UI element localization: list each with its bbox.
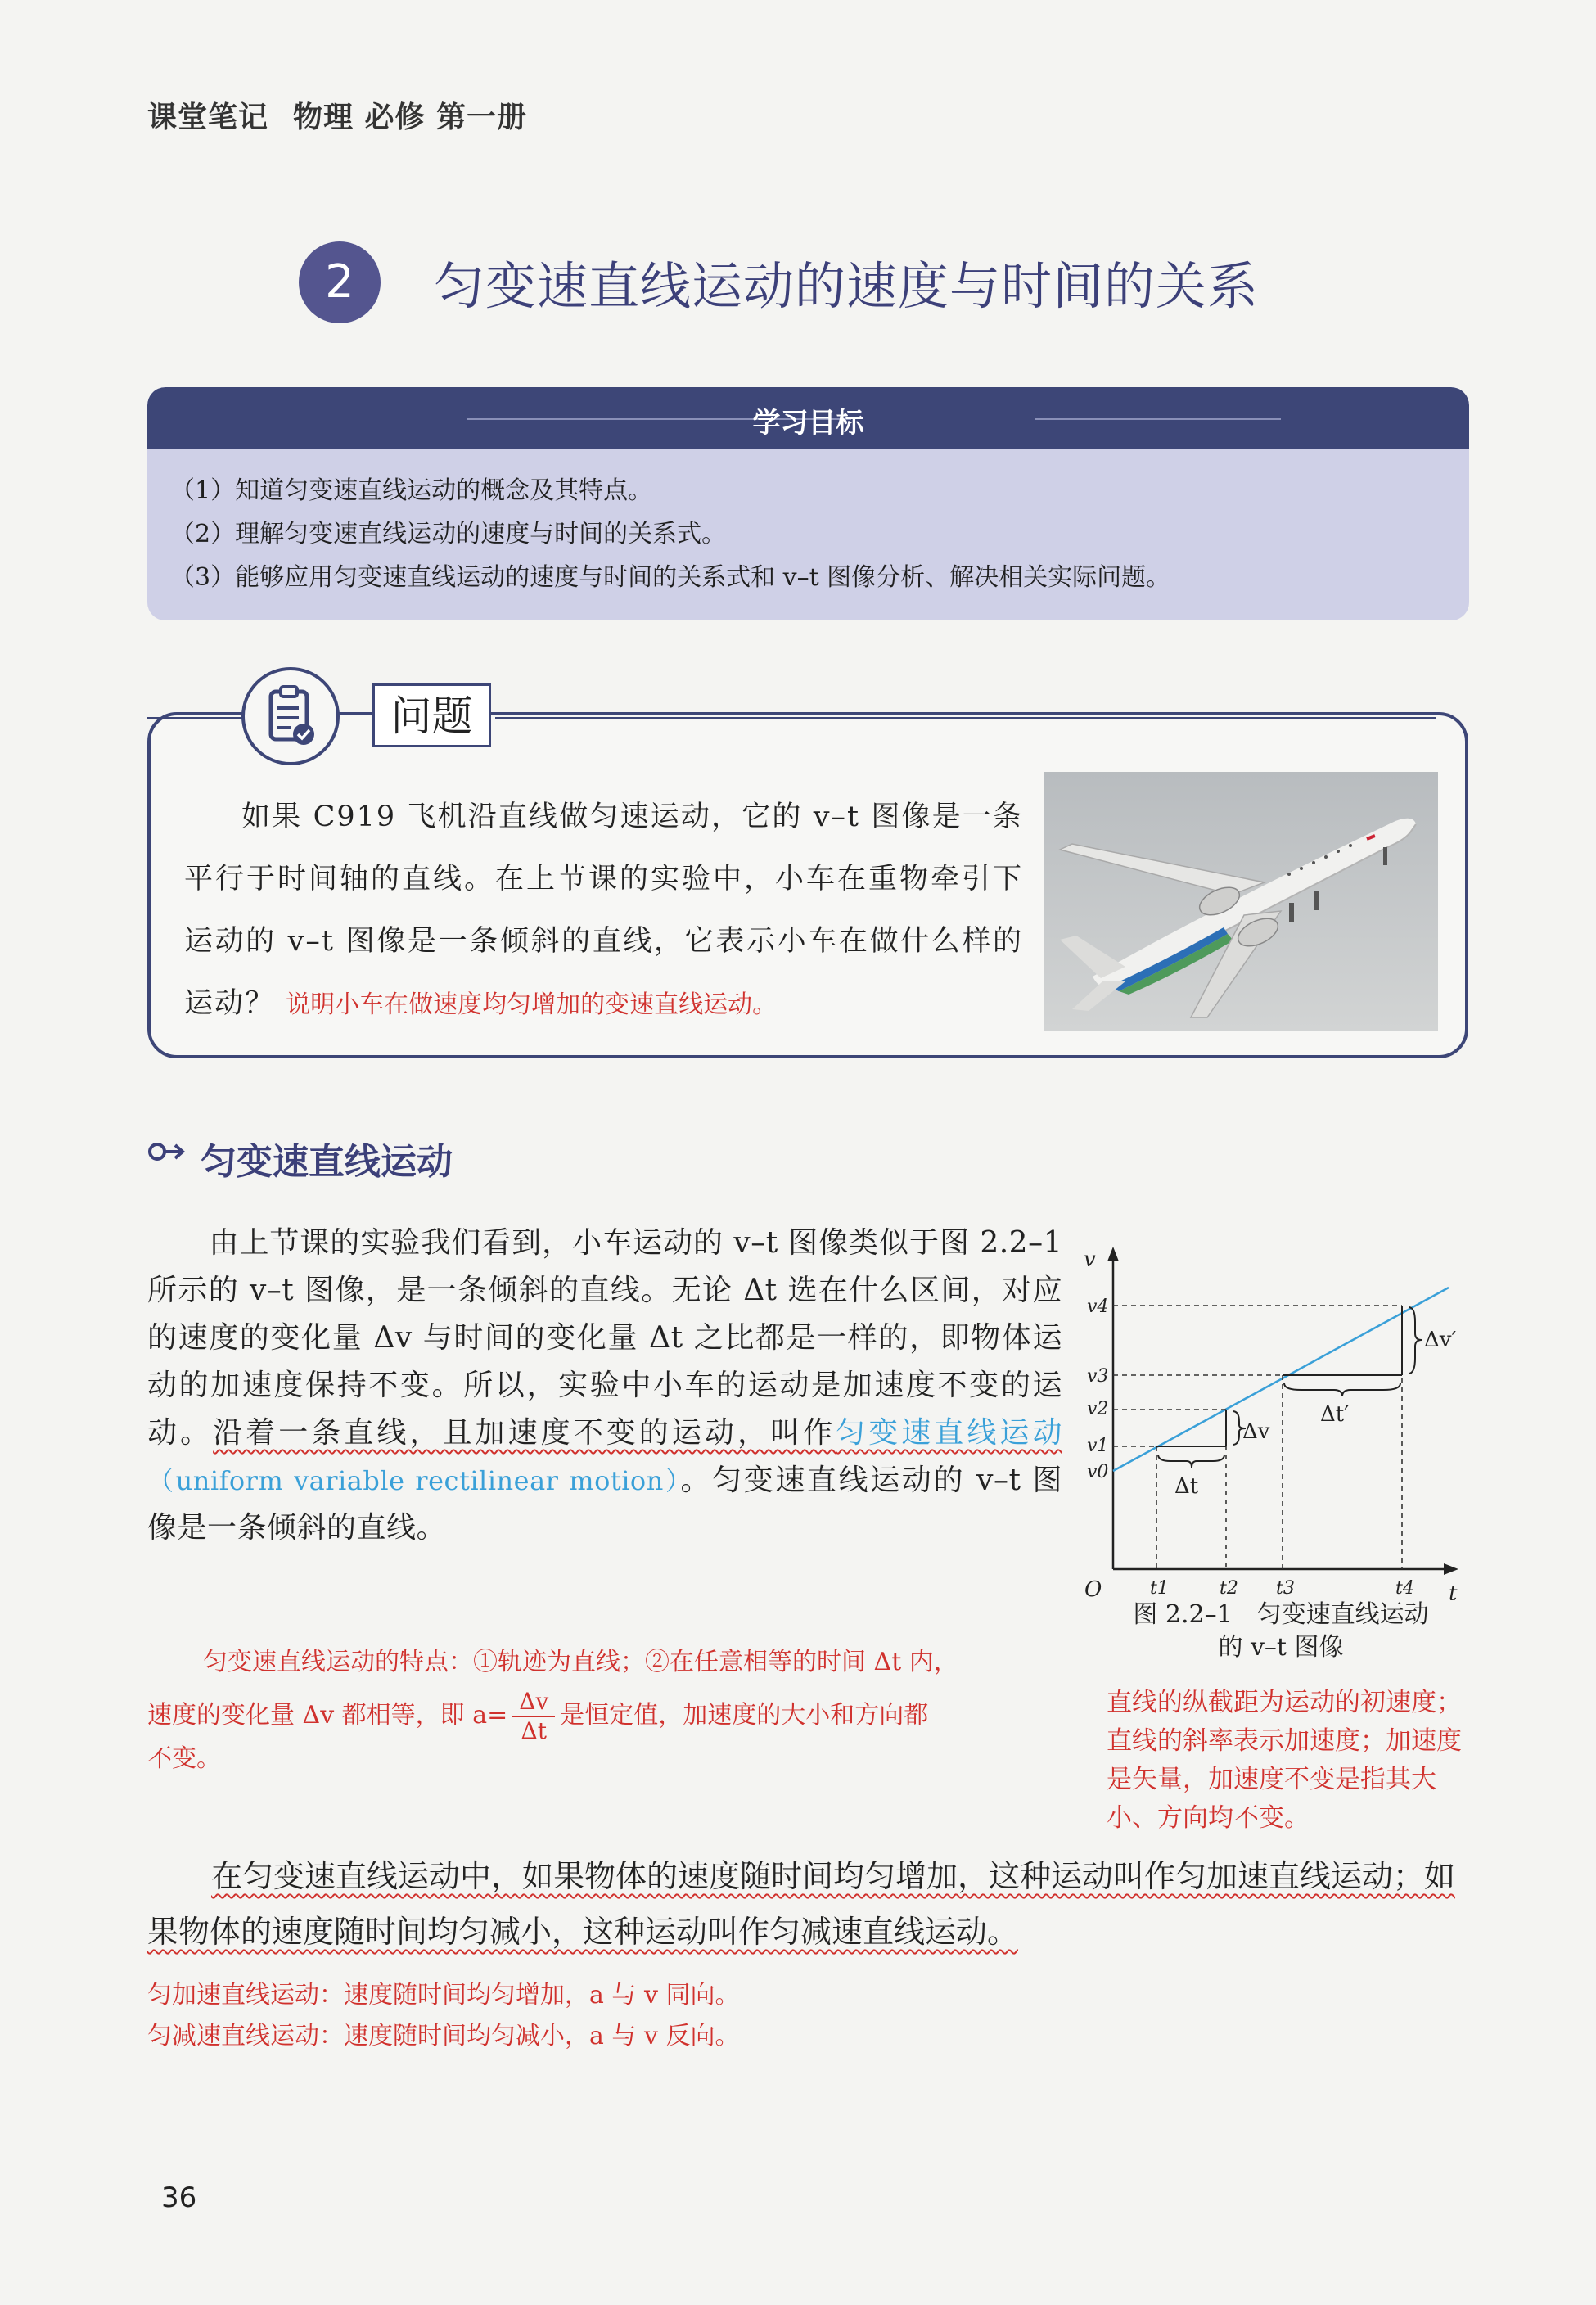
key-term-english: （uniform variable rectilinear motion） xyxy=(147,1465,681,1496)
fraction-numerator: Δv xyxy=(512,1688,555,1717)
note-line: 匀加速直线运动：速度随时间均匀增加，a 与 v 同向。 xyxy=(147,1981,740,2010)
note-line: 匀减速直线运动：速度随时间均匀减小，a 与 v 反向。 xyxy=(147,2022,740,2050)
tick-v2: v2 xyxy=(1087,1399,1109,1419)
tick-t2: t2 xyxy=(1220,1578,1238,1599)
caption-line: 图 2.2–1 匀变速直线运动 xyxy=(1133,1600,1429,1629)
lesson-title: 匀变速直线运动的速度与时间的关系 xyxy=(434,256,1260,316)
goal-item: （3）能够应用匀变速直线运动的速度与时间的关系式和 v–t 图像分析、解决相关实际问题。 xyxy=(170,563,1171,592)
fraction-denominator: Δt xyxy=(521,1717,548,1744)
page-number: 36 xyxy=(161,2181,197,2214)
clipboard-check-icon xyxy=(241,667,340,765)
motion-type-note xyxy=(147,1975,739,2057)
goals-list xyxy=(170,469,1170,599)
goal-item: （1）知道匀变速直线运动的概念及其特点。 xyxy=(170,476,653,505)
divider xyxy=(147,717,246,719)
key-term: 匀变速直线运动 xyxy=(836,1416,1062,1450)
divider xyxy=(495,717,1436,719)
acceleration-fraction xyxy=(512,1688,555,1745)
feature-note xyxy=(147,1637,1064,1784)
section-arrow-icon xyxy=(147,1139,190,1167)
tick-v1: v1 xyxy=(1087,1436,1109,1456)
velocity-line xyxy=(1113,1288,1449,1471)
note-line xyxy=(147,1688,1064,1745)
note-line: 匀变速直线运动的特点：①轨迹为直线；②在任意相等的时间 Δt 内， xyxy=(203,1648,958,1676)
question-text xyxy=(184,786,1023,1036)
section-title: 匀变速直线运动 xyxy=(201,1141,453,1183)
caption-line: 的 v–t 图像 xyxy=(1218,1633,1344,1662)
tick-t3: t3 xyxy=(1276,1578,1295,1599)
paragraph-2-text: 在匀变速直线运动中，如果物体的速度随时间均匀增加，这种运动叫作匀加速直线运动；如果物体的速度随时间均匀减小，这种运动叫作匀减速直线运动。 xyxy=(147,1858,1456,1950)
vt-graph xyxy=(1064,1240,1465,1600)
tick-v4: v4 xyxy=(1087,1297,1109,1317)
lesson-number-badge: 2 xyxy=(299,241,381,323)
c919-airplane-photo xyxy=(1044,772,1438,1031)
question-answer-note: 说明小车在做速度均匀增加的变速直线运动。 xyxy=(286,990,778,1019)
body-text-a: 由上节课的实验我们看到，小车运动的 v–t 图像类似于图 2.2–1 所示的 v–t 图像，是一条倾斜的直线。无论 Δt 选在什么区间，对应的速度的变化量 Δv 与时间的变化量 Δt 之比都是一样的，即物体运动的加速度保持不变。所以，实验中小车的运动是加速度不变的运动。 xyxy=(147,1226,1062,1450)
note-text: 是恒定值，加速度的大小和方向都 xyxy=(560,1701,929,1730)
question-label: 问题 xyxy=(372,683,491,747)
goals-header-bar xyxy=(147,387,1469,449)
running-header xyxy=(147,94,527,136)
definition-text: 沿着一条直线，且加速度不变的运动，叫作 xyxy=(213,1416,836,1450)
tick-t1: t1 xyxy=(1150,1578,1169,1599)
origin-label: O xyxy=(1084,1577,1102,1600)
goals-title: 学习目标 xyxy=(752,407,864,440)
v-axis-label: v xyxy=(1084,1247,1096,1272)
question-body: 如果 C919 飞机沿直线做匀速运动，它的 v–t 图像是一条平行于时间轴的直线。在上节课的实验中，小车在重物牵引下运动的 v–t 图像是一条倾斜的直线，它表示小车在做什么样的运动？ xyxy=(184,801,1023,1020)
tick-v3: v3 xyxy=(1087,1366,1109,1387)
delta-v-prime-label: Δv′ xyxy=(1424,1328,1457,1352)
body-text-b: 。匀变速直线运动的 v–t 图像是一条倾斜的直线。 xyxy=(147,1464,1062,1545)
delta-v-label: Δv xyxy=(1242,1419,1270,1444)
goal-item: （2）理解匀变速直线运动的速度与时间的关系式。 xyxy=(170,520,727,548)
paragraph-2 xyxy=(147,1848,1473,1960)
t-axis-label: t xyxy=(1449,1581,1458,1600)
learning-goals-panel xyxy=(147,387,1469,620)
tick-t4: t4 xyxy=(1395,1578,1414,1599)
t-axis-arrow-icon xyxy=(1444,1563,1458,1575)
body-paragraph xyxy=(147,1220,1062,1552)
figure-caption xyxy=(1105,1599,1457,1664)
v-axis-arrow-icon xyxy=(1107,1247,1119,1261)
figure-note: 直线的纵截距为运动的初速度；直线的斜率表示加速度；加速度是矢量，加速度不变是指其大小、方向均不变。 xyxy=(1107,1688,1462,1833)
tick-v0: v0 xyxy=(1087,1462,1109,1482)
note-text: 速度的变化量 Δv 都相等，即 a= xyxy=(147,1701,508,1730)
book-name: 课堂笔记 xyxy=(147,101,269,134)
subject-name: 物理 必修 第一册 xyxy=(293,101,528,134)
delta-t-label: Δt xyxy=(1174,1474,1199,1499)
delta-t-prime-label: Δt′ xyxy=(1320,1402,1350,1427)
note-line: 不变。 xyxy=(147,1744,221,1773)
